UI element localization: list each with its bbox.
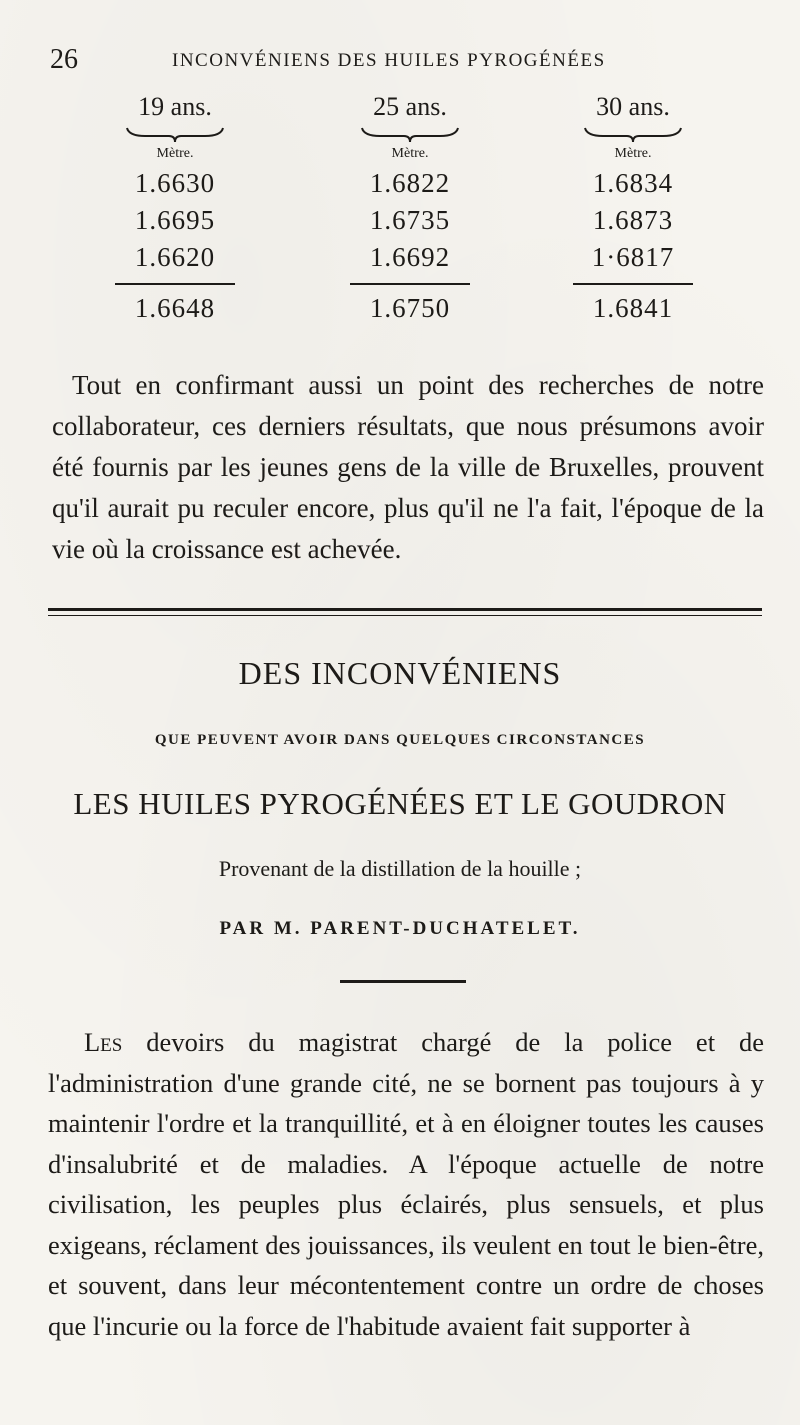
table-cell: 1·6817 — [591, 242, 675, 272]
table-cell: 1.6692 — [369, 242, 451, 272]
table-cell: 1.6834 — [592, 168, 674, 198]
article-title: DES INCONVÉNIENS — [238, 655, 562, 691]
sum-rule — [350, 283, 470, 285]
table-column — [558, 92, 708, 330]
sum-rule — [115, 283, 235, 285]
table-cell: 1.6822 — [369, 168, 451, 198]
unit-label: Mètre. — [156, 146, 194, 161]
measurement-table — [100, 92, 720, 362]
paragraph-body-text: devoirs du magistrat chargé de la police et de l'administration d'une grande cité, ne se bornent pas toujours à y maintenir l'ordre et la tranquillité, et à en éloigner toutes les causes d'insalubrité et de maladies. A l'époque actuelle de notre civilisation, les peuples plus éclairés, plus sensuels, et plus exigeans, réclament des jouissances, ils veulent en tout le bien-être, et souvent, dans leur mécontentement contre un ordre de choses que l'incurie ou la force de l'habitude avaient fait supporter à — [48, 1027, 764, 1341]
table-cell: 1.6695 — [134, 205, 216, 235]
running-title: INCONVÉNIENS DES HUILES PYROGÉNÉES — [172, 50, 606, 71]
sum-rule — [573, 283, 693, 285]
title-rule — [340, 980, 466, 983]
average-cell: 1.6750 — [369, 293, 451, 323]
article-author: PAR M. PARENT-DUCHATELET. — [219, 918, 581, 939]
average-cell: 1.6648 — [134, 293, 216, 323]
section-divider — [48, 608, 762, 616]
column-heading: 30 ans. — [596, 92, 670, 121]
article-title-main: LES HUILES PYROGÉNÉES ET LE GOUDRON — [73, 786, 727, 821]
table-cell: 1.6735 — [369, 205, 451, 235]
column-heading: 19 ans. — [138, 92, 212, 121]
paragraph-body — [48, 1022, 764, 1346]
brace-icon — [125, 126, 225, 144]
running-header — [50, 42, 760, 76]
table-column — [335, 92, 485, 330]
table-column — [100, 92, 250, 330]
unit-label: Mètre. — [391, 146, 429, 161]
paragraph-conclusion: Tout en confirmant aussi un point des recherches de notre collaborateur, ces derniers résultats, que nous présumons avoir été fournis par les jeunes gens de la ville de Bruxelles, prouvent qu'il aurait pu reculer encore, plus qu'il ne l'a fait, l'époque de la vie où la croissance est achevée. — [52, 370, 764, 564]
table-cell: 1.6630 — [134, 168, 216, 198]
brace-icon — [360, 126, 460, 144]
average-cell: 1.6841 — [592, 293, 674, 323]
page-number: 26 — [50, 44, 78, 75]
unit-label: Mètre. — [614, 146, 652, 161]
table-cell: 1.6620 — [134, 242, 216, 272]
brace-icon — [583, 126, 683, 144]
article-subtitle: QUE PEUVENT AVOIR DANS QUELQUES CIRCONSTANCES — [154, 732, 646, 748]
column-heading: 25 ans. — [373, 92, 447, 121]
article-provenance: Provenant de la distillation de la houille ; — [218, 856, 582, 881]
table-cell: 1.6873 — [592, 205, 674, 235]
opening-word: Les — [84, 1027, 123, 1057]
